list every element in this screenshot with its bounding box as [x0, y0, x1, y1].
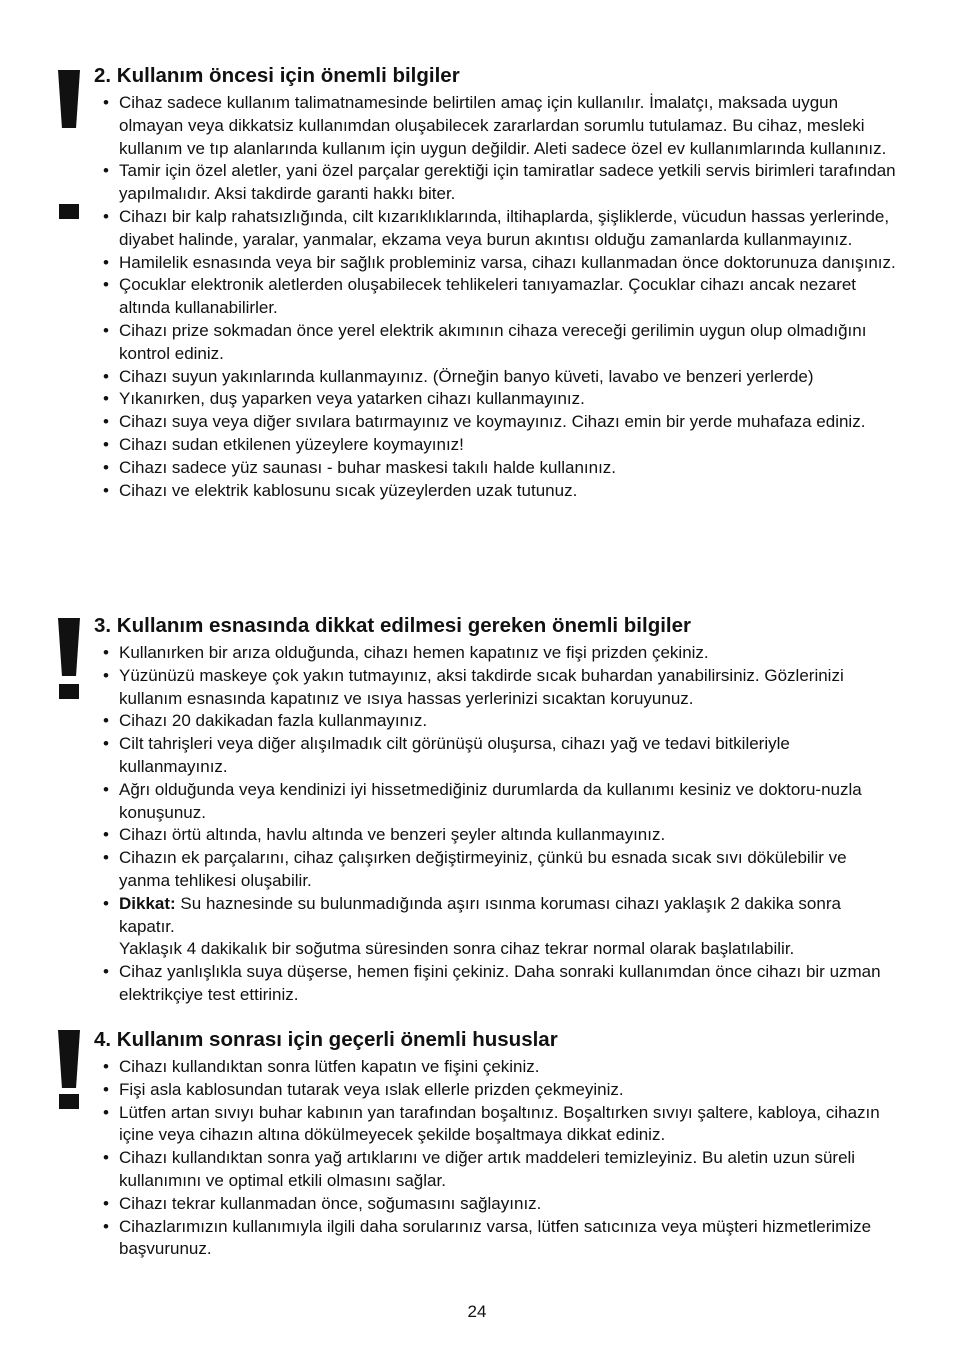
list-item: • Cihazı suyun yakınlarında kullanmayınız. (Örneğin banyo küveti, lavabo ve benzeri yerlerde)	[100, 366, 900, 389]
section-heading: 4. Kullanım sonrası için geçerli önemli hususlar	[94, 1028, 558, 1051]
page-number: 24	[467, 1302, 487, 1321]
list-item: • Cihazı suya veya diğer sıvılara batırmayınız ve koymayınız. Cihazı emin bir yerde muhafaza ediniz.	[100, 411, 900, 434]
section-heading: 2. Kullanım öncesi için önemli bilgiler	[94, 64, 460, 87]
caution-text: Su haznesinde su bulunmadığında aşırı ısınma koruması cihazı yaklaşık 2 dakika sonra kapatır.	[119, 893, 841, 936]
list-item: • Cihazı tekrar kullanmadan önce, soğumasını sağlayınız.	[100, 1193, 900, 1216]
list-item: • Kullanırken bir arıza olduğunda, cihazı hemen kapatınız ve fişi prizden çekiniz.	[100, 642, 900, 665]
list-item: • Cihazı bir kalp rahatsızlığında, cilt kızarıklıklarında, iltihaplarda, şişliklerde, vücudun hassas yerlerinde, diyabet halinde, yaralar, yanmalar, ekzama veya burun akıntısı olduğu zamanlarda kullanmayınız.	[100, 206, 900, 252]
list-item: • Tamir için özel aletler, yani özel parçalar gerektiği için tamiratlar sadece yetkili servis birimleri tarafından yapılmalıdır. Aksi takdirde garanti hakkı biter.	[100, 160, 900, 206]
bullet-list	[100, 1056, 900, 1261]
list-item: • Yüzünüzü maskeye çok yakın tutmayınız, aksi takdirde sıcak buhardan yanabilirsiniz. Gözlerinizi kullanım esnasında kapatınız ve ısıya hassas yerlerinizi sıcaktan koruyunuz.	[100, 665, 900, 711]
caution-item	[100, 893, 900, 939]
list-item: • Cilt tahrişleri veya diğer alışılmadık cilt görünüşü oluşursa, cihazı yağ ve tedavi bitkileriyle kullanmayınız.	[100, 733, 900, 779]
list-item: • Cihazı kullandıktan sonra yağ artıklarını ve diğer artık maddeleri temizleyiniz. Bu aletin uzun süreli kullanımını ve optimal etkili olmasını sağlar.	[100, 1147, 900, 1193]
list-item: • Yıkanırken, duş yaparken veya yatarken cihazı kullanmayınız.	[100, 388, 900, 411]
list-item: • Cihaz yanlışlıkla suya düşerse, hemen fişini çekiniz. Daha sonraki kullanımdan önce cihazı bir uzman elektrikçiye test ettiriniz.	[100, 961, 900, 1007]
list-item: • Lütfen artan sıvıyı buhar kabının yan tarafından boşaltınız. Boşaltırken sıvıyı şaltere, kabloya, cihazın içine veya cihazın altına dökülmeyecek şekilde boşaltmaya dikkat ediniz.	[100, 1102, 900, 1148]
caution-followup: Yaklaşık 4 dakikalık bir soğutma süresinden sonra cihaz tekrar normal olarak başlatılabilir.	[119, 939, 795, 959]
list-item: • Cihazı 20 dakikadan fazla kullanmayınız.	[100, 710, 900, 733]
list-item: • Cihazı ve elektrik kablosunu sıcak yüzeylerden uzak tutunuz.	[100, 480, 900, 503]
bullet-list	[100, 642, 900, 1007]
list-item: • Cihazlarımızın kullanımıyla ilgili daha sorularınız varsa, lütfen satıcınıza veya müşteri hizmetlerimize başvurunuz.	[100, 1216, 900, 1262]
list-item: • Cihazı prize sokmadan önce yerel elektrik akımının cihaza vereceği gerilimin uygun olup olmadığını kontrol ediniz.	[100, 320, 900, 366]
list-item: • Çocuklar elektronik aletlerden oluşabilecek tehlikeleri tanıyamazlar. Çocuklar cihazı ancak nezaret altında kullanabilirler.	[100, 274, 900, 320]
caution-label: Dikkat:	[119, 893, 176, 913]
list-item: • Cihaz sadece kullanım talimatnamesinde belirtilen amaç için kullanılır. İmalatçı, maksada uygun olmayan veya dikkatsiz kullanımdan oluşabilecek zararlardan sorumlu tutulamaz. Bu cihaz, mesleki kullanım ve tıp alanlarında kullanım için uygun değildir. Aleti sadece özel ev kullanımlarında kullanınız.	[100, 92, 900, 160]
list-item: • Fişi asla kablosundan tutarak veya ıslak ellerle prizden çekmeyiniz.	[100, 1079, 900, 1102]
list-item: • Ağrı olduğunda veya kendinizi iyi hissetmediğiniz durumlarda da kullanımı kesiniz ve doktoru-nuzla konuşunuz.	[100, 779, 900, 825]
bullet-list	[100, 92, 900, 502]
list-item: • Cihazın ek parçalarını, cihaz çalışırken değiştirmeyiniz, çünkü bu esnada sıcak sıvı dökülebilir ve yanma tehlikesi oluşabilir.	[100, 847, 900, 893]
list-item: • Cihazı sudan etkilenen yüzeylere koymayınız!	[100, 434, 900, 457]
list-item: • Hamilelik esnasında veya bir sağlık probleminiz varsa, cihazı kullanmadan önce doktorunuza danışınız.	[100, 252, 900, 275]
list-item: • Cihazı kullandıktan sonra lütfen kapatın ve fişini çekiniz.	[100, 1056, 900, 1079]
list-item: • Cihazı örtü altında, havlu altında ve benzeri şeyler altında kullanmayınız.	[100, 824, 900, 847]
section-heading: 3. Kullanım esnasında dikkat edilmesi gereken önemli bilgiler	[94, 614, 691, 637]
list-item: • Cihazı sadece yüz saunası - buhar maskesi takılı halde kullanınız.	[100, 457, 900, 480]
